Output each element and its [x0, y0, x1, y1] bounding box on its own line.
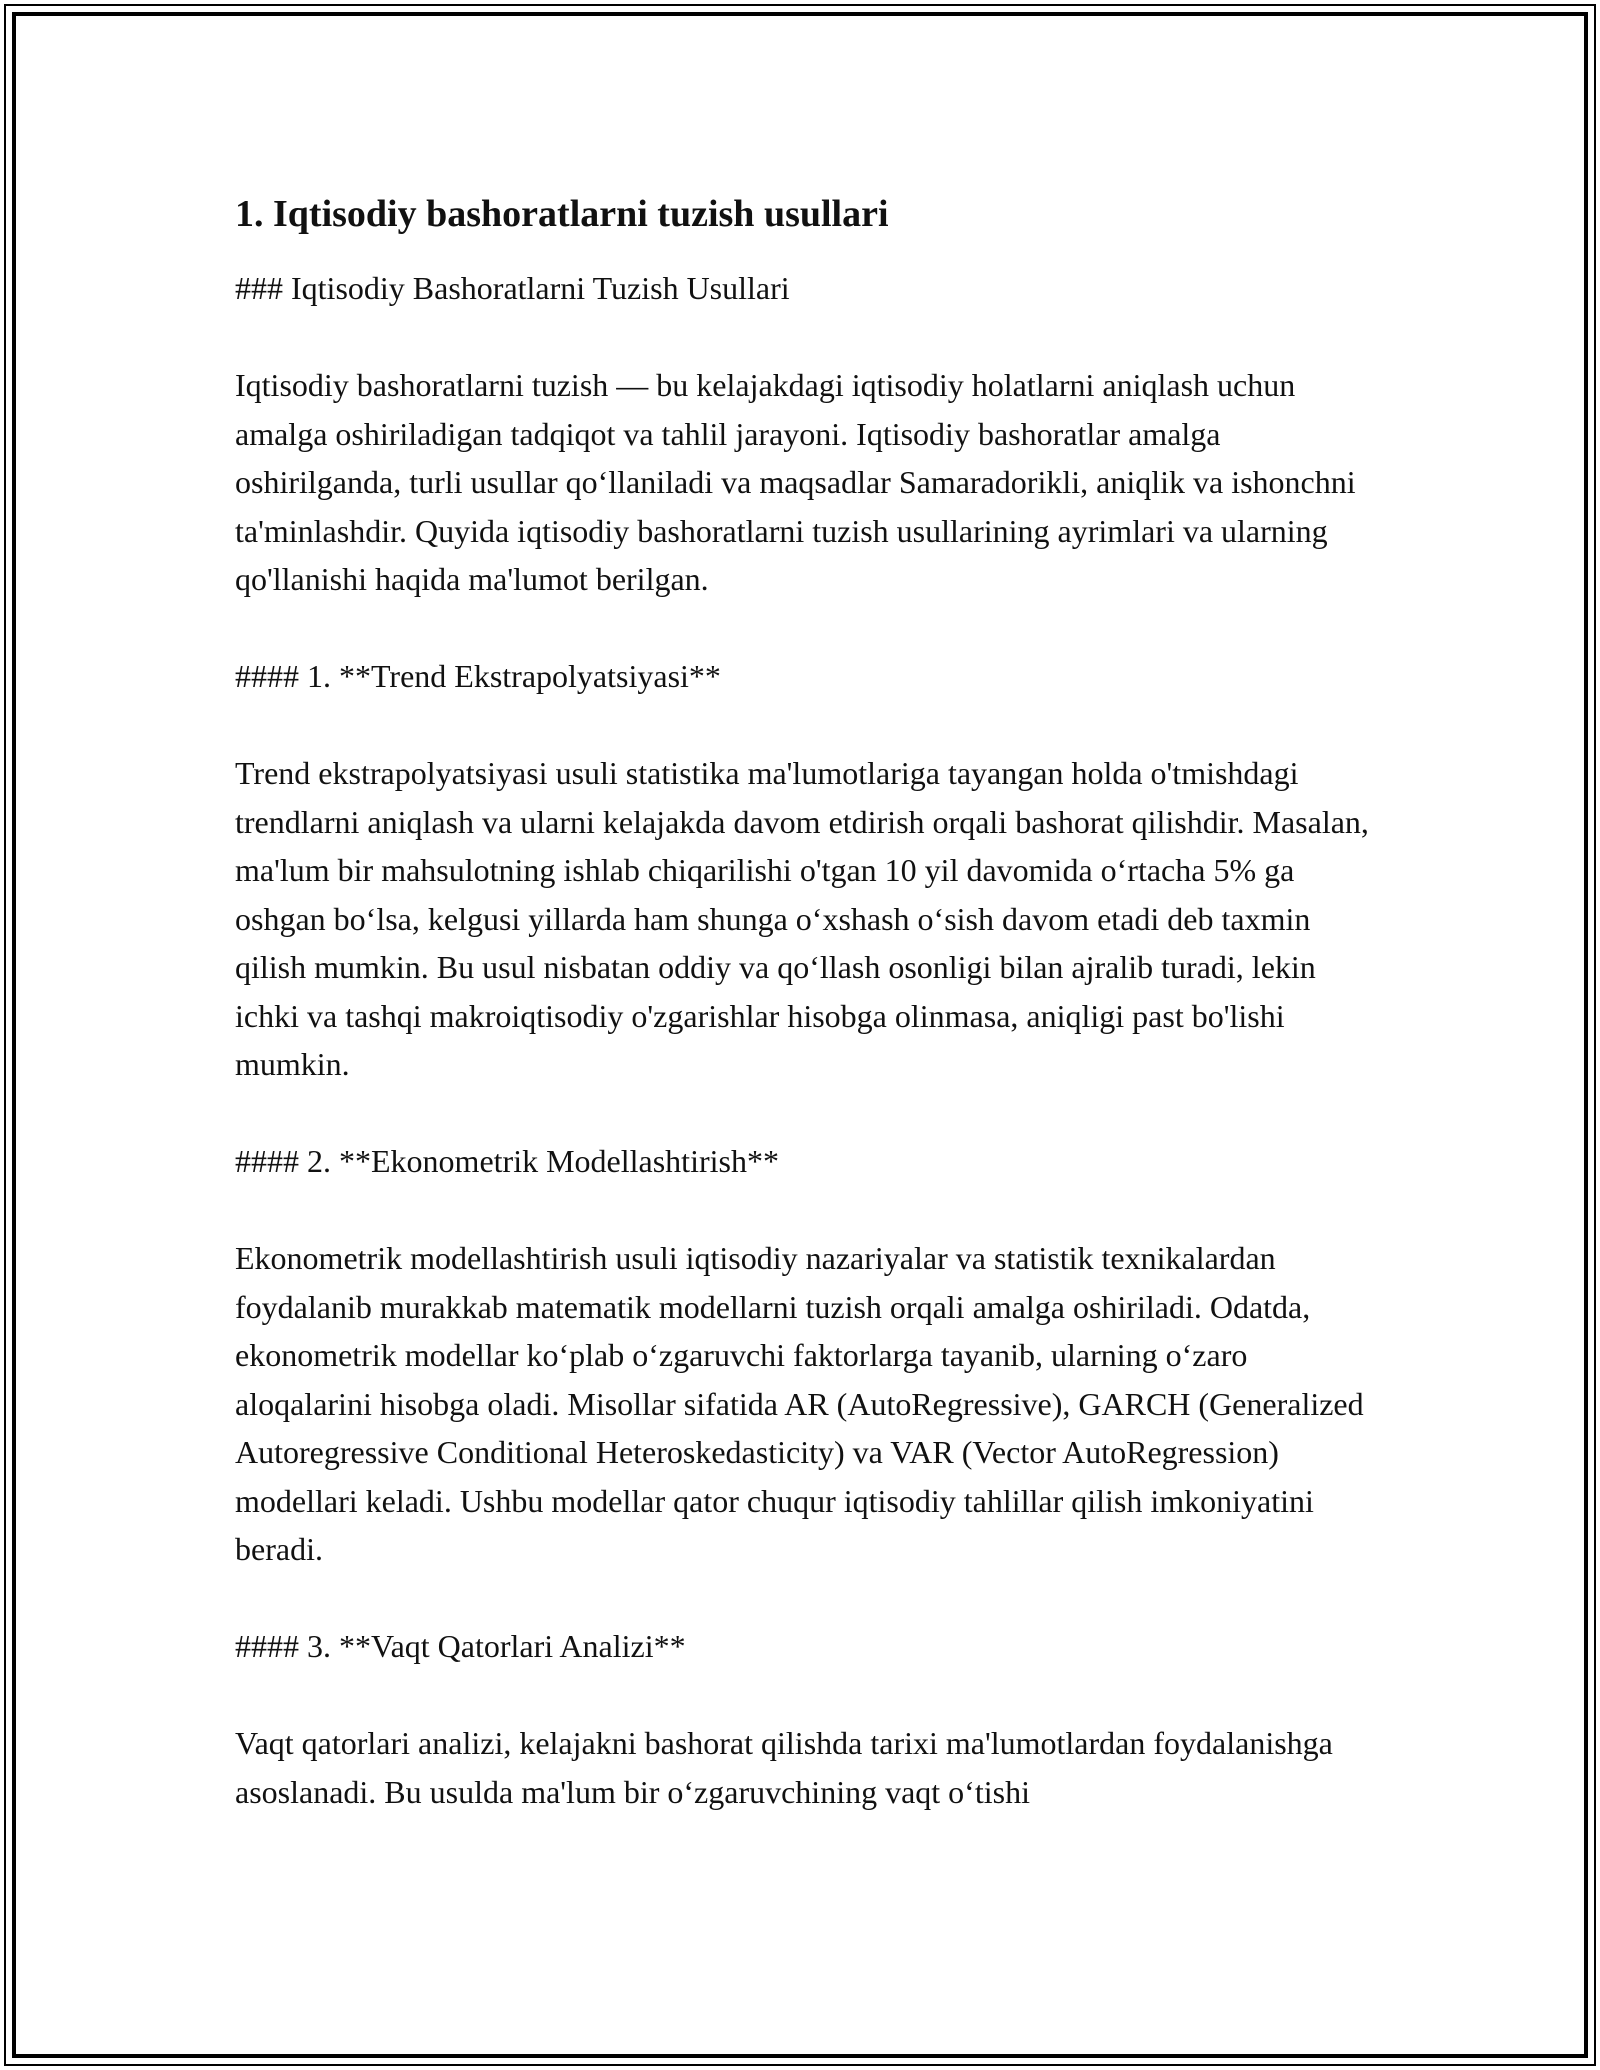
- intro-paragraph: Iqtisodiy bashoratlarni tuzish — bu kelajakdagi iqtisodiy holatlarni aniqlash uchun amalga oshiriladigan tadqiqot va tahlil jarayoni. Iqtisodiy bashoratlar amalga oshirilganda, turli usullar qo‘llaniladi va maqsadlar Samaradorikli, aniqlik va ishonchni ta'minlashdir. Quyida iqtisodiy bashoratlarni tuzish usullarining ayrimlari va ularning qo'llanishi haqida ma'lumot berilgan.: [235, 367, 1356, 597]
- time-series-paragraph: Vaqt qatorlari analizi, kelajakni bashorat qilishda tarixi ma'lumotlardan foydalanishga asoslanadi. Bu usulda ma'lum bir o‘zgaruvchining vaqt o‘tishi: [235, 1725, 1333, 1810]
- subheading-paragraph: ### Iqtisodiy Bashoratlarni Tuzish Usullari: [235, 270, 790, 306]
- section-heading-time-series: #### 3. **Vaqt Qatorlari Analizi**: [235, 1628, 686, 1664]
- document-title: 1. Iqtisodiy bashoratlarni tuzish usullari: [235, 193, 889, 235]
- section-heading-econometric: #### 2. **Ekonometrik Modellashtirish**: [235, 1143, 779, 1179]
- trend-paragraph: Trend ekstrapolyatsiyasi usuli statistika ma'lumotlariga tayangan holda o'tmishdagi trendlarni aniqlash va ularni kelajakda davom etdirish orqali bashorat qilishdir. Masalan, ma'lum bir mahsulotning ishlab chiqarilishi o'tgan 10 yil davomida o‘rtacha 5% ga oshgan bo‘lsa, kelgusi yillarda ham shunga o‘xshash o‘sish davom etadi deb taxmin qilish mumkin. Bu usul nisbatan oddiy va qo‘llash osonligi bilan ajralib turadi, lekin ichki va tashqi makroiqtisodiy o'zgarishlar hisobga olinmasa, aniqligi past bo'lishi mumkin.: [235, 755, 1369, 1082]
- econometric-paragraph: Ekonometrik modellashtirish usuli iqtisodiy nazariyalar va statistik texnikalardan foydalanib murakkab matematik modellarni tuzish orqali amalga oshiriladi. Odatda, ekonometrik modellar ko‘plab o‘zgaruvchi faktorlarga tayanib, ularning o‘zaro aloqalarini hisobga oladi. Misollar sifatida AR (AutoRegressive), GARCH (Generalized Autoregressive Conditional Heteroskedasticity) va VAR (Vector AutoRegression) modellari keladi. Ushbu modellar qator chuqur iqtisodiy tahlillar qilish imkoniyatini beradi.: [235, 1240, 1364, 1567]
- section-heading-trend: #### 1. **Trend Ekstrapolyatsiyasi**: [235, 658, 721, 694]
- document-body: [235, 190, 1375, 1816]
